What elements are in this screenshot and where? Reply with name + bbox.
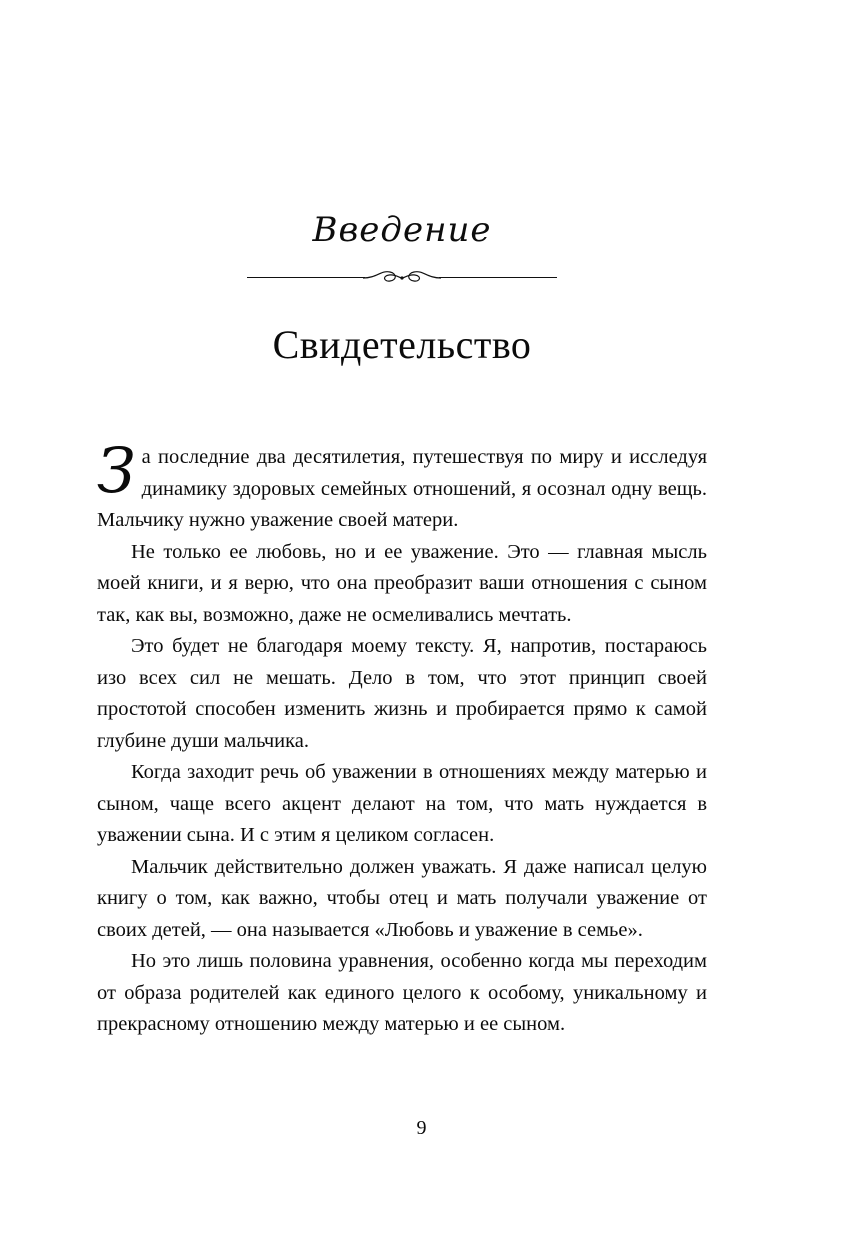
body-text [97,434,707,1041]
paragraph-2: Не только ее любовь, но и ее уважение. Это — главная мысль моей книги, и я верю, что она преобразит ваши отношения с сыном так, как вы, возможно, даже не осмеливались мечтать. [97,540,707,626]
page-content [97,0,707,1240]
paragraph-4: Когда заходит речь об уважении в отношениях между матерью и сыном, чаще всего акцент делают на том, что мать нуждается в уважении сына. И с этим я целиком согласен. [97,761,707,847]
flourish-ornament-svg [359,265,445,291]
paragraph-1 [97,434,707,537]
part-label: Введение [312,210,492,250]
chapter-title: Свидетельство [272,322,532,368]
paragraph-1-text: а последние два десятилетия, путешествуя по миру и исследуя динамику здоровых семейных отношений, я осознал одну вещь. Мальчику нужно уважение своей матери. [97,446,707,532]
flourish-divider-icon [247,265,557,291]
page-number: 9 [416,1117,428,1139]
paragraph-5: Мальчик действительно должен уважать. Я даже написал целую книгу о том, как важно, чтобы отец и мать получали уважение от своих детей, — она называется «Любовь и уважение в семье». [97,855,707,941]
paragraph-3: Это будет не благодаря моему тексту. Я, напротив, постараюсь изо всех сил не мешать. Дело в том, что этот принцип своей простотой способен изменить жизнь и пробирается прямо к самой глубине души мальчика. [97,635,707,752]
drop-cap: З [97,434,136,508]
divider-rule-left [247,277,365,278]
paragraph-6: Но это лишь половина уравнения, особенно когда мы переходим от образа родителей как единого целого к особому, уникальному и прекрасному отношению между матерью и ее сыном. [97,950,707,1036]
divider-rule-right [439,277,557,278]
